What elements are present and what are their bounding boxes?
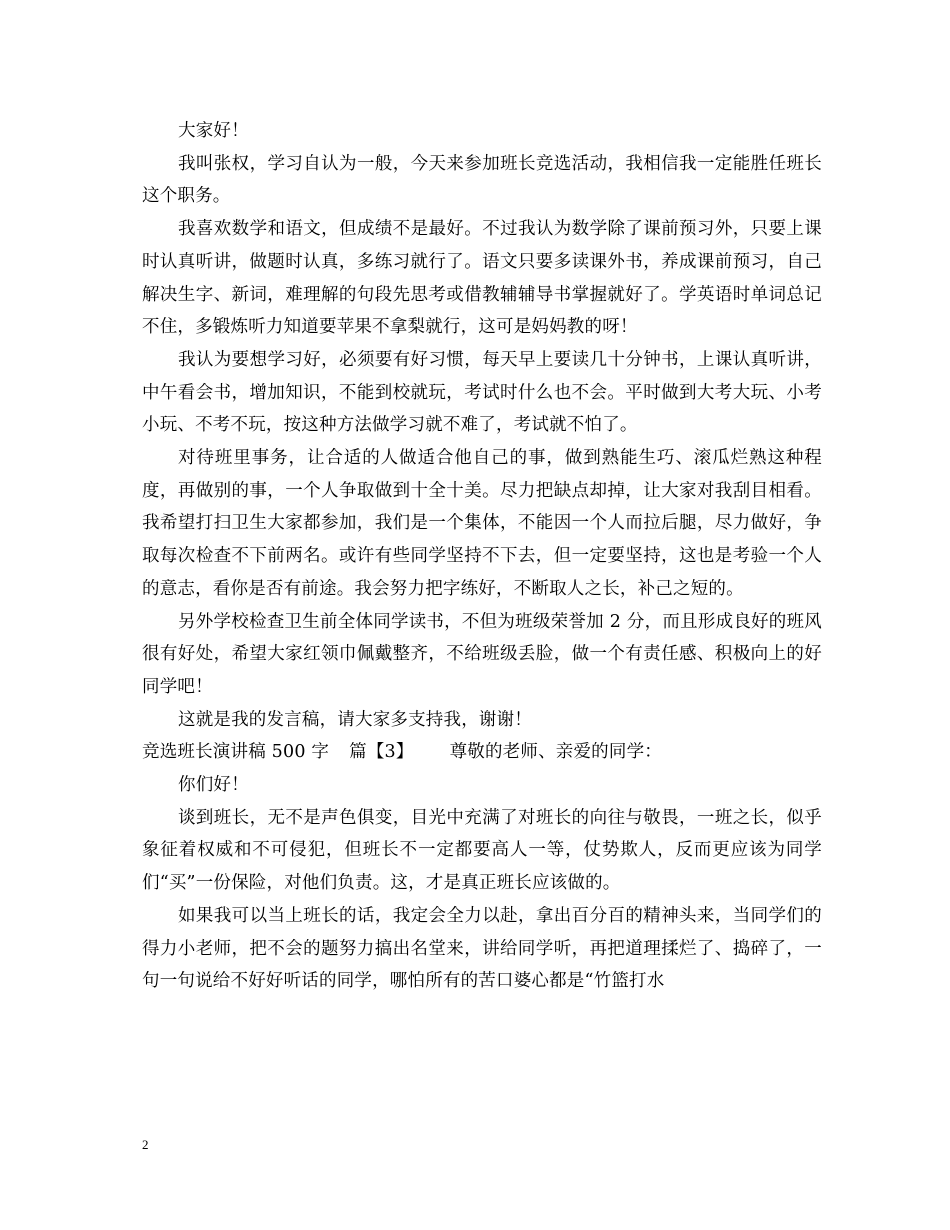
- page-number: 2: [142, 1137, 149, 1152]
- section-heading-line: [142, 736, 822, 769]
- paragraph-school-inspection: 另外学校检查卫生前全体同学读书，不但为班级荣誉加 2 分，而且形成良好的班风很有好处，希望大家红领巾佩戴整齐，不给班级丢脸，做一个有责任感、积极向上的好同学吧！: [142, 611, 822, 697]
- section-title: 竞选班长演讲稿 500 字: [142, 742, 330, 763]
- paragraph-greeting: 大家好！: [178, 121, 249, 141]
- paragraph-if-elected: 如果我可以当上班长的话，我定会全力以赴，拿出百分百的精神头来，当同学们的得力小老师，把不会的题努力搞出名堂来，讲给同学听，再把道理揉烂了、捣碎了，一句一句说给不好好听话的同学，哪怕所有的苦口婆心都是“竹篮打水: [142, 905, 822, 992]
- paragraph-hello: 你们好！: [178, 775, 249, 796]
- paragraph-study-habits: 我认为要想学习好，必须要有好习惯，每天早上要读几十分钟书，上课认真听讲，中午看会书，增加知识，不能到校就玩，考试时什么也不会。平时做到大考大玩、小考小玩、不考不玩，按这种方法做学习就不难了，考试就不怕了。: [142, 349, 822, 436]
- paragraph-introduction: 我叫张权，学习自认为一般，今天来参加班长竞选活动，我相信我一定能胜任班长这个职务。: [142, 153, 822, 207]
- paragraph-subjects: 我喜欢数学和语文，但成绩不是最好。不过我认为数学除了课前预习外，只要上课时认真听讲，做题时认真，多练习就行了。语文只要多读课外书，养成课前预习，自己解决生字、新词，难理解的句段先思考或借教辅辅导书掌握就好了。学英语时单词总记不住，多锻炼听力知道要苹果不拿梨就行，这可是妈妈教的呀！: [142, 219, 822, 338]
- paragraph-class-affairs: 对待班里事务，让合适的人做适合他自己的事，做到熟能生巧、滚瓜烂熟这种程度，再做别的事，一个人争取做到十全十美。尽力把缺点却掉，让大家对我刮目相看。我希望打扫卫生大家都参加，我们是一个集体，不能因一个人而拉后腿，尽力做好，争取每次检查不下前两名。或许有些同学坚持不下去，但一定要坚持，这也是考验一个人的意志，看你是否有前途。我会努力把字练好，不断取人之长，补己之短的。: [142, 448, 822, 599]
- document-body: [142, 115, 822, 998]
- paragraph-closing: 这就是我的发言稿，请大家多支持我，谢谢！: [178, 709, 532, 730]
- section-salutation: 尊敬的老师、亲爱的同学：: [449, 742, 662, 763]
- section-label: 篇【3】: [349, 742, 414, 763]
- paragraph-about-monitor: 谈到班长，无不是声色俱变，目光中充满了对班长的向往与敬畏，一班之长，似乎象征着权威和不可侵犯，但班长不一定都要高人一等，仗势欺人，反而更应该为同学们“买”一份保险，对他们负责。这，才是真正班长应该做的。: [142, 807, 822, 894]
